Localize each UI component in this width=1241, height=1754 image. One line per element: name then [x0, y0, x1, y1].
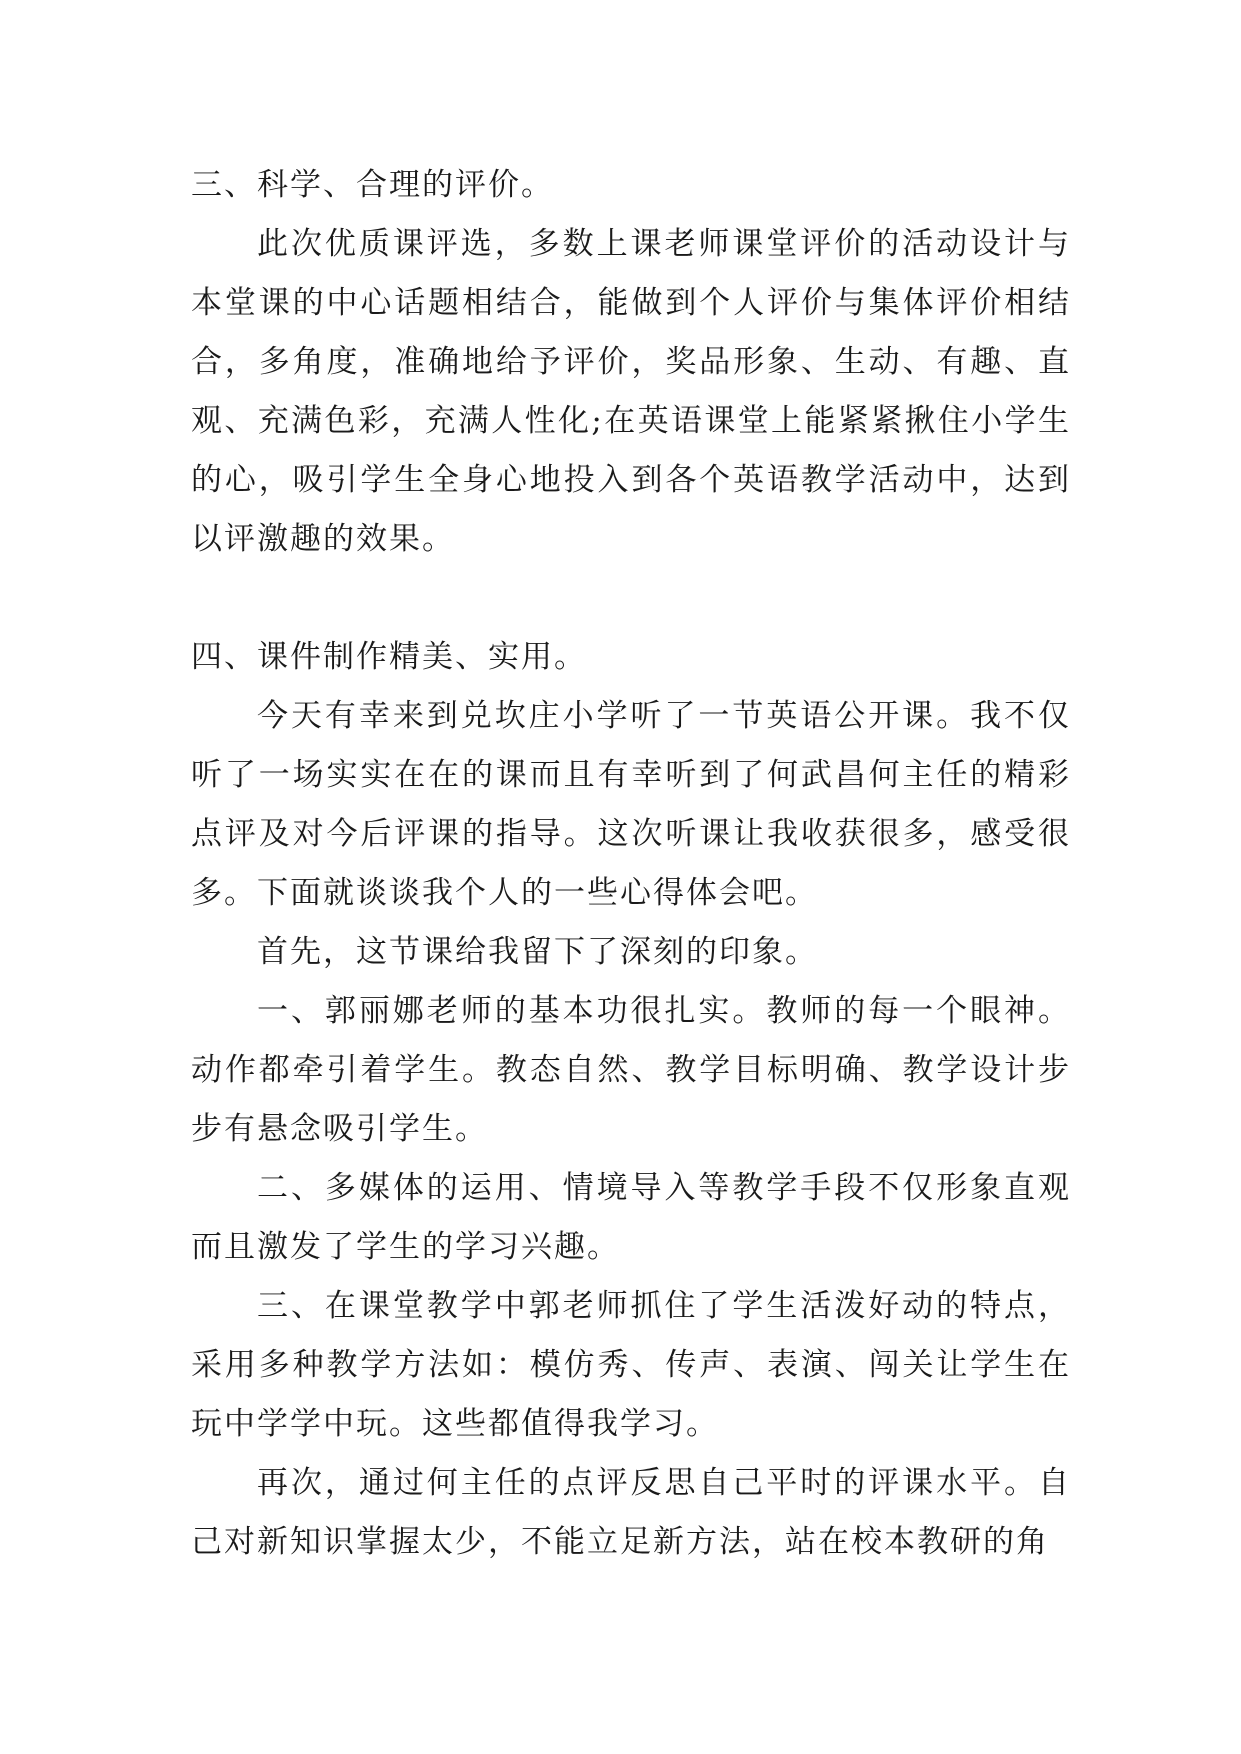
paragraph-point-one: 一、郭丽娜老师的基本功很扎实。教师的每一个眼神。动作都牵引着学生。教态自然、教学目标明确、教学设计步步有悬念吸引学生。	[191, 993, 1071, 1147]
paragraph-evaluation: 此次优质课评选，多数上课老师课堂评价的活动设计与本堂课的中心话题相结合，能做到个人评价与集体评价相结合，多角度，准确地给予评价，奖品形象、生动、有趣、直观、充满色彩，充满人性化;在英语课堂上能紧紧揪住小学生的心，吸引学生全身心地投入到各个英语教学活动中，达到以评激趣的效果。	[191, 226, 1071, 557]
paragraph-point-three: 三、在课堂教学中郭老师抓住了学生活泼好动的特点，采用多种教学方法如：模仿秀、传声、表演、闯关让学生在玩中学学中玩。这些都值得我学习。	[191, 1288, 1071, 1442]
document-body	[191, 156, 1071, 1572]
paragraph-first-impression: 首先，这节课给我留下了深刻的印象。	[257, 934, 818, 970]
section-heading-evaluation: 三、科学、合理的评价。	[191, 167, 554, 203]
paragraph-reflection: 再次，通过何主任的点评反思自己平时的评课水平。自己对新知识掌握太少，不能立足新方法，站在校本教研的角	[191, 1465, 1071, 1560]
paragraph-open-class: 今天有幸来到兑坎庄小学听了一节英语公开课。我不仅听了一场实实在在的课而且有幸听到了何武昌何主任的精彩点评及对今后评课的指导。这次听课让我收获很多，感受很多。下面就谈谈我个人的一些心得体会吧。	[191, 698, 1071, 911]
section-heading-courseware: 四、课件制作精美、实用。	[191, 639, 587, 675]
paragraph-point-two: 二、多媒体的运用、情境导入等教学手段不仅形象直观而且激发了学生的学习兴趣。	[191, 1170, 1071, 1265]
paragraph-gap	[191, 569, 1071, 628]
